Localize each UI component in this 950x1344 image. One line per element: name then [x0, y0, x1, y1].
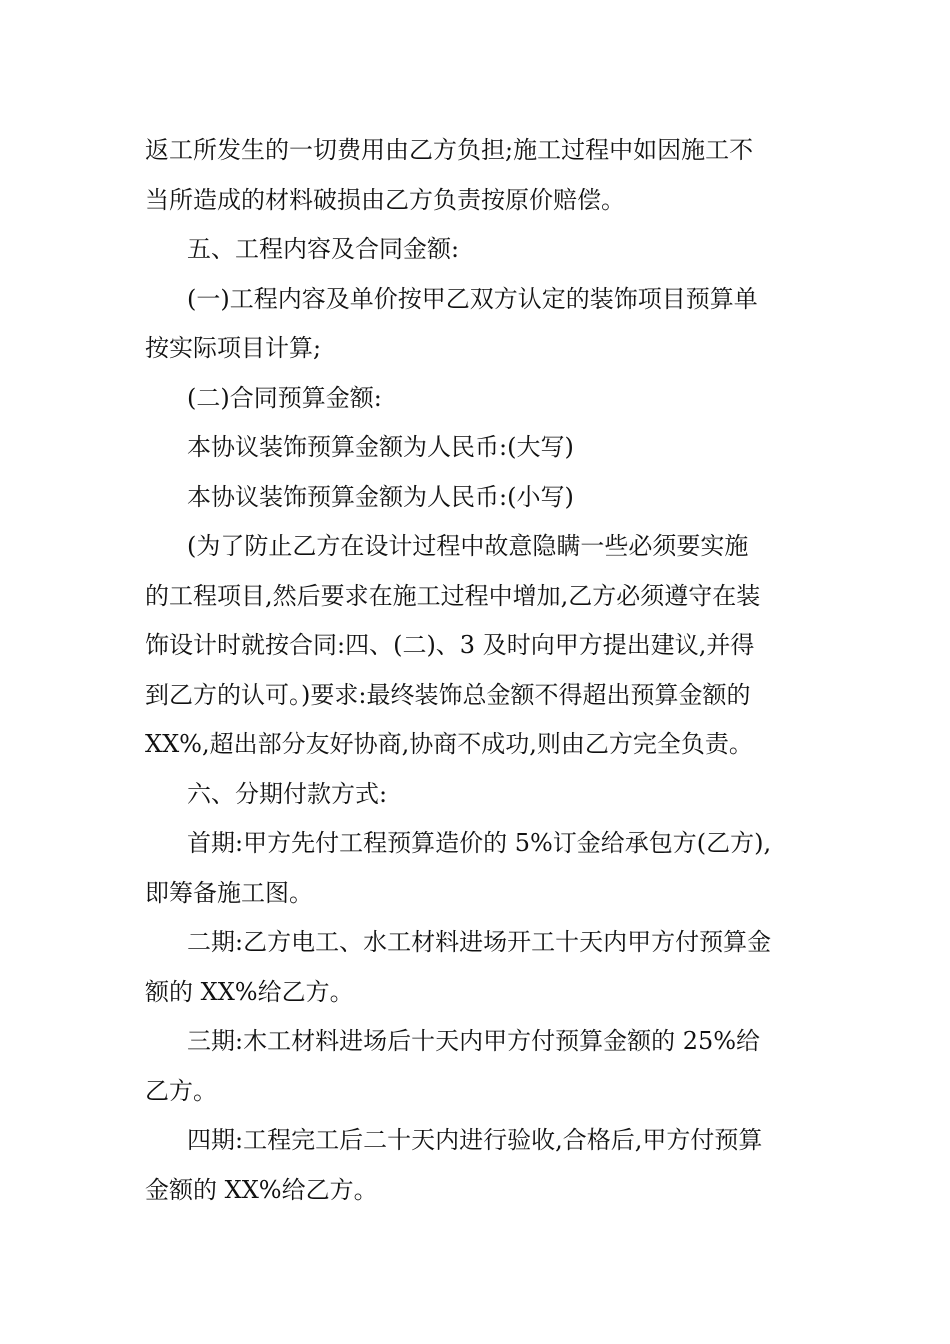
text-line: 饰设计时就按合同:四、(二)、3 及时向甲方提出建议,并得: [145, 631, 755, 659]
text-line: 本协议装饰预算金额为人民币:(小写): [187, 482, 574, 511]
text-line: 四期:工程完工后二十天内进行验收,合格后,甲方付预算: [187, 1126, 763, 1154]
text-line: 二期:乙方电工、水工材料进场开工十天内甲方付预算金: [187, 928, 772, 956]
text-line: 本协议装饰预算金额为人民币:(大写): [187, 433, 574, 461]
text-line: 三期:木工材料进场后十天内甲方付预算金额的 25%给: [187, 1027, 761, 1055]
text-line: 到乙方的认可。)要求:最终装饰总金额不得超出预算金额的: [145, 680, 751, 709]
text-line: 按实际项目计算;: [145, 334, 322, 362]
text-line: 的工程项目,然后要求在施工过程中增加,乙方必须遵守在装: [145, 581, 761, 610]
text-line: 额的 XX%给乙方。: [145, 977, 354, 1006]
text-line: (为了防止乙方在设计过程中故意隐瞒一些必须要实施: [187, 532, 749, 560]
text-line: 乙方。: [145, 1076, 217, 1105]
text-line: XX%,超出部分友好协商,协商不成功,则由乙方完全负责。: [145, 730, 753, 758]
subsection-heading: (二)合同预算金额:: [187, 383, 382, 412]
text-line: 当所造成的材料破损由乙方负责按原价赔偿。: [145, 185, 625, 214]
text-line: (一)工程内容及单价按甲乙双方认定的装饰项目预算单: [187, 284, 758, 313]
text-line: 即筹备施工图。: [145, 878, 313, 907]
text-line: 返工所发生的一切费用由乙方负担;施工过程中如因施工不: [145, 136, 754, 164]
section-heading: 五、工程内容及合同金额:: [187, 235, 460, 263]
document-body: [145, 126, 815, 1215]
text-line: 首期:甲方先付工程预算造价的 5%订金给承包方(乙方),: [187, 829, 772, 857]
section-heading: 六、分期付款方式:: [187, 779, 388, 808]
text-line: 金额的 XX%给乙方。: [145, 1175, 378, 1204]
